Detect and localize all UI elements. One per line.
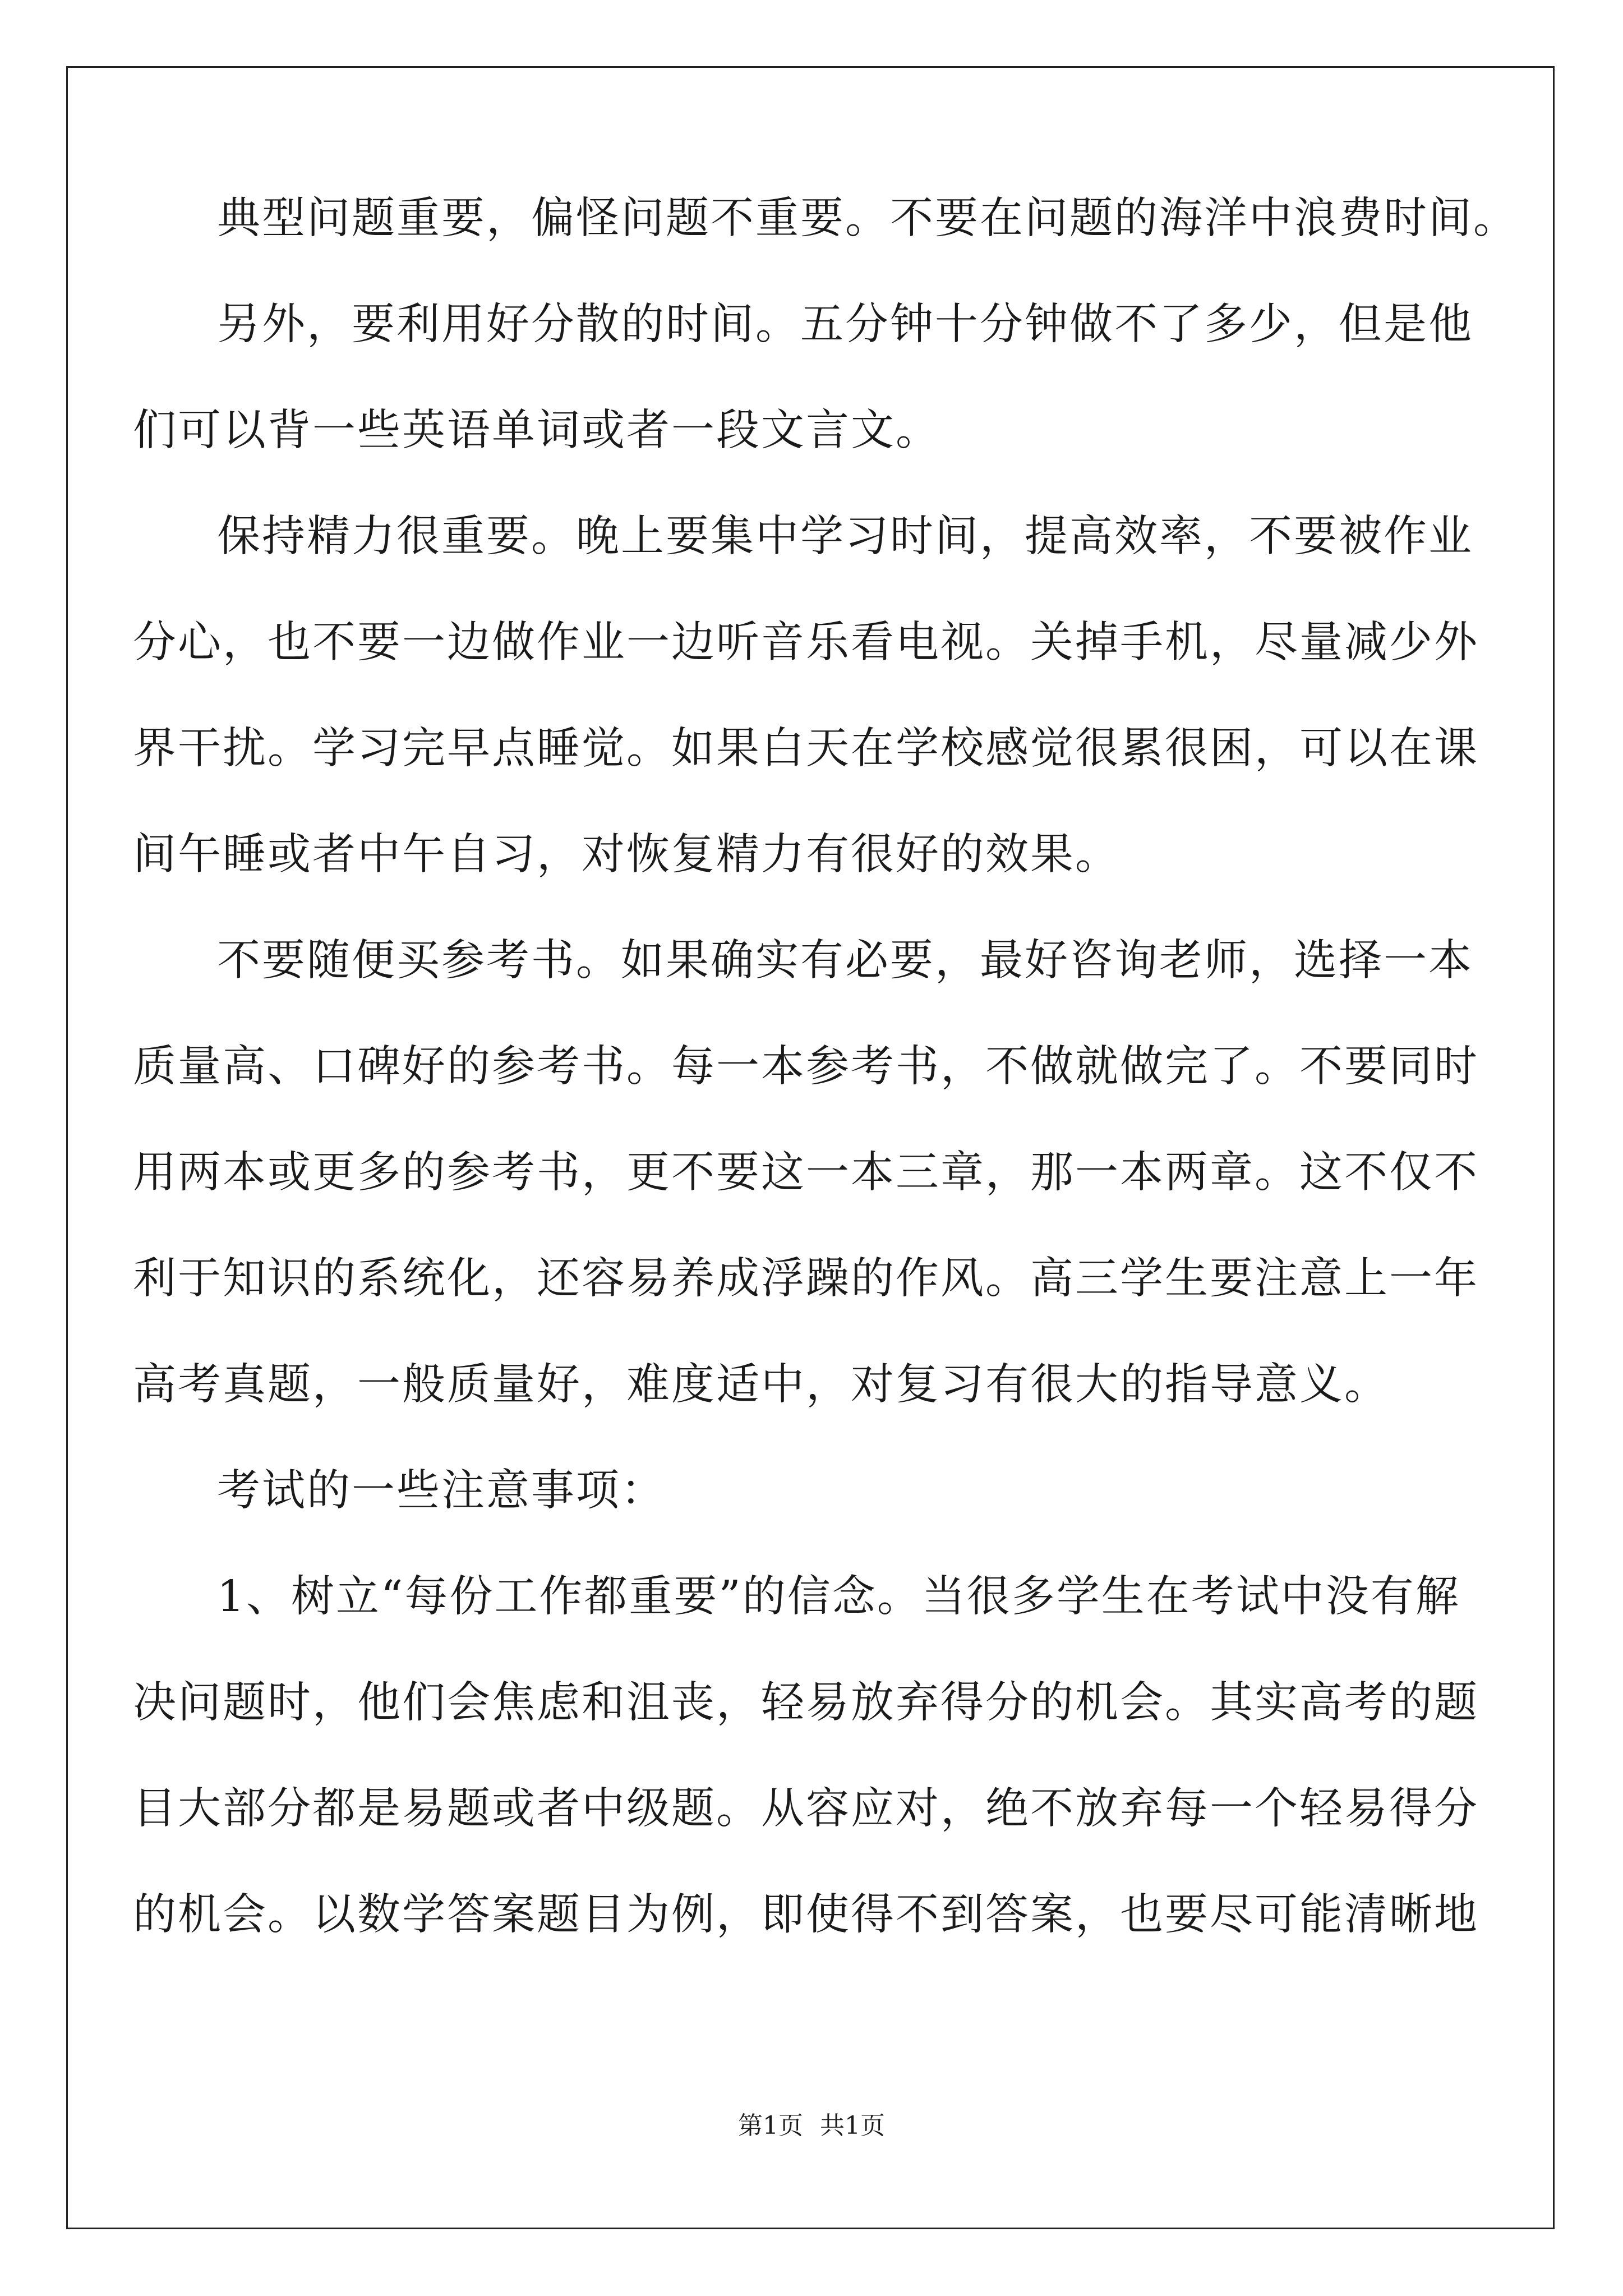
text-line-5: 分心，也不要一边做作业一边听音乐看电视。关掉手机，尽量减少外	[133, 618, 1479, 668]
text-line-1: 典型问题重要，偏怪问题不重要。不要在问题的海洋中浪费时间。	[217, 194, 1518, 243]
text-line-2: 另外，要利用好分散的时间。五分钟十分钟做不了多少，但是他	[217, 300, 1473, 349]
text-line-7: 间午睡或者中午自习，对恢复精力有很好的效果。	[133, 830, 1120, 880]
text-line-8: 不要随便买参考书。如果确实有必要，最好咨询老师，选择一本	[217, 936, 1473, 986]
text-line-17: 的机会。以数学答案题目为例，即使得不到答案，也要尽可能清晰地	[133, 1890, 1479, 1940]
page-number-current: 第1页	[738, 2111, 803, 2140]
text-line-16: 目大部分都是易题或者中级题。从容应对，绝不放弃每一个轻易得分	[133, 1784, 1479, 1834]
text-line-15: 决问题时，他们会焦虑和沮丧，轻易放弃得分的机会。其实高考的题	[133, 1678, 1479, 1728]
text-line-4: 保持精力很重要。晚上要集中学习时间，提高效率，不要被作业	[217, 512, 1473, 562]
text-line-6: 界干扰。学习完早点睡觉。如果白天在学校感觉很累很困，可以在课	[133, 724, 1479, 774]
page-number-total: 共1页	[820, 2111, 885, 2140]
page-footer	[0, 2109, 1623, 2143]
text-line-14: 1、树立“每份工作都重要”的信念。当很多学生在考试中没有解	[217, 1572, 1460, 1622]
text-line-12: 高考真题，一般质量好，难度适中，对复习有很大的指导意义。	[133, 1360, 1389, 1410]
text-line-13: 考试的一些注意事项：	[217, 1466, 666, 1516]
text-line-10: 用两本或更多的参考书，更不要这一本三章，那一本两章。这不仅不	[133, 1148, 1479, 1198]
text-line-9: 质量高、口碑好的参考书。每一本参考书，不做就做完了。不要同时	[133, 1042, 1479, 1092]
text-line-11: 利于知识的系统化，还容易养成浮躁的作风。高三学生要注意上一年	[133, 1254, 1479, 1304]
text-line-3: 们可以背一些英语单词或者一段文言文。	[133, 406, 940, 455]
